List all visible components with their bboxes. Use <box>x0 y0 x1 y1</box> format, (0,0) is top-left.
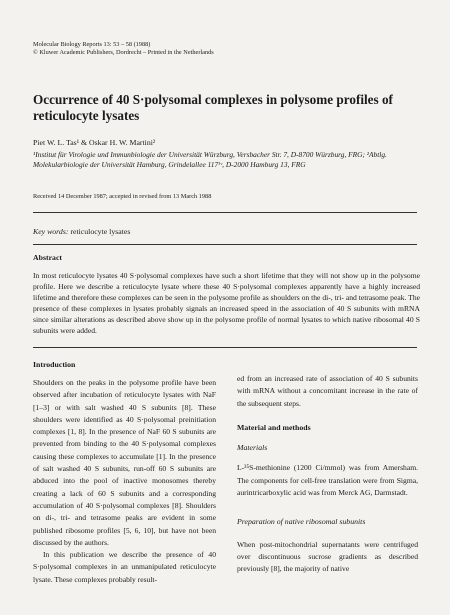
intro-paragraph-2-continued: ed from an increased rate of association of 40 S subunits with mRNA without a concomitant increase in the rate of the subsequent steps. <box>237 374 418 408</box>
abstract-text: In most reticulocyte lysates 40 S·polysomal complexes have such a short lifetime that they will not show up in the polysome profile. Here we describe a reticulocyte lysate where these 40 S·polysomal complexes apparently have a highly increased lifetime and therefore these complexes can be seen in the polysome profile as shoulders on the di-, tri- and tetrasome peak. The presence of these complexes in lysates probably signals an increased speed in the association of 40 S subunits with mRNA since similar alterations as described above show up in the polysome profile of normal lysates to which native ribosomal 40 S subunits were added. <box>33 271 420 336</box>
keywords-value: reticulocyte lysates <box>68 227 131 236</box>
divider-abstract <box>33 347 417 348</box>
left-column <box>33 377 216 586</box>
journal-citation <box>33 41 214 57</box>
keywords <box>33 227 130 236</box>
journal-line-2: © Kluwer Academic Publishers, Dordrecht – Printed in the Netherlands <box>33 49 214 56</box>
affiliations: ¹Institut für Virologie und Immunbiologie der Universität Würzburg, Versbacher Str. 7, D-8700 Würzburg, FRG; ²Abtlg. Molekularbiologie der Universität Hamburg, Grindelallee 117ᴵᵛ, D-2000 Hamburg 13, FRG <box>33 150 387 169</box>
divider-top <box>33 212 417 213</box>
journal-line-1: Molecular Biology Reports 13: 53 – 58 (1988) <box>33 41 151 48</box>
divider-keywords <box>33 244 417 245</box>
abstract-heading: Abstract <box>33 253 63 262</box>
introduction-heading: Introduction <box>33 360 76 369</box>
author-list: Piet W. L. Tas¹ & Oskar H. W. Martini² <box>33 138 156 147</box>
materials-heading: Materials <box>237 443 268 453</box>
intro-paragraph-1: Shoulders on the peaks in the polysome profile have been observed after incubation of reticulocyte lysates with NaF [1–3] or with salt washed 40 S subunits [8]. These shoulders were identified as 40 S·polysomal preinitiation complexes [1, 8]. In the presence of NaF 60 S subunits are prevented from binding to the 40 S·polysomal complexes causing these complexes to accumulate [1]. In the presence of salt washed 40 S subunits, run-off 60 S subunits are abduced into the pool of inactive monosomes thereby creating a lack of 60 S subunits and a corresponding accumulation of 40 S·polysomal complexes [8]. Shoulders on di-, tri- and tetrasome peaks are evident in some published ribosome profiles [5, 6, 10], but have not been discussed by the authors. <box>33 378 216 547</box>
methods-heading: Material and methods <box>237 422 311 432</box>
intro-paragraph-2: In this publication we describe the presence of 40 S·polysomal complexes in an unmanipulated reticulocyte lysate. These complexes probably result- <box>33 550 216 584</box>
article-title: Occurrence of 40 S·polysomal complexes in polysome profiles of reticulocyte lysates <box>33 92 393 123</box>
received-dates: Received 14 December 1987; accepted in revised from 13 March 1988 <box>33 193 212 200</box>
right-column <box>237 373 418 576</box>
preparation-heading: Preparation of native ribosomal subunits <box>237 517 366 527</box>
materials-text: L-³⁵S-methionine (1200 Ci/mmol) was from Amersham. The components for cell-free translation were from Sigma, aurintricarboxylic acid was from Merck AG, Darmstadt. <box>237 463 418 498</box>
keywords-label: Key words: <box>33 227 69 236</box>
preparation-text: When post-mitochondrial supernatants were centrifuged over discontinuous sucrose gradients as described previously [8], the majority of native <box>237 539 418 574</box>
